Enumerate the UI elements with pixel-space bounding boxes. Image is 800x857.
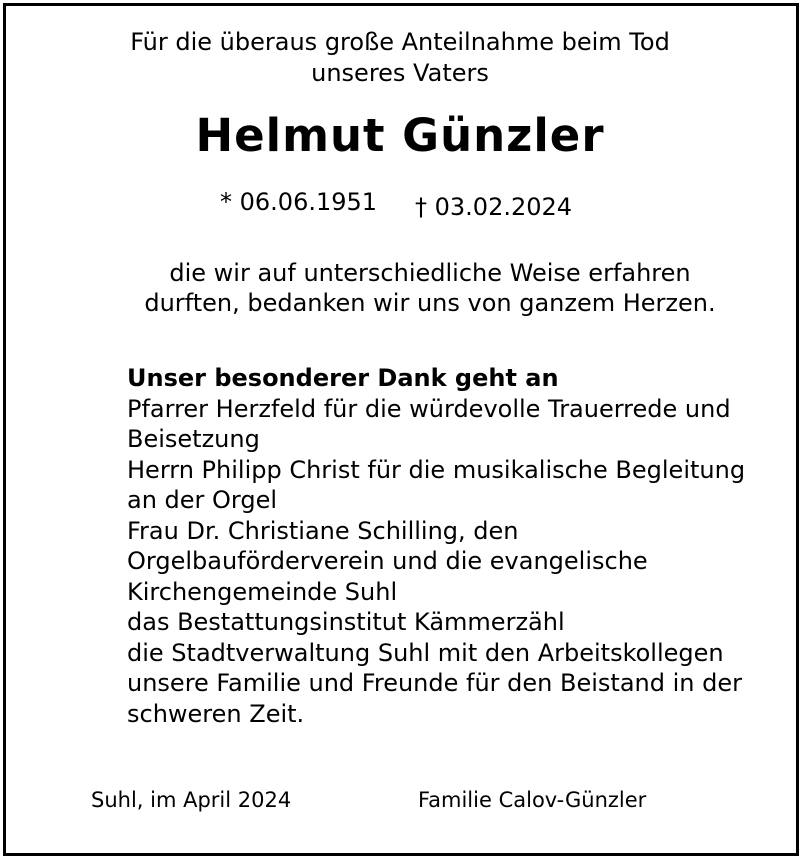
intro-line-2: unseres Vaters — [311, 59, 489, 87]
thanks-line: das Bestattungsinstitut Kämmerzähl — [127, 608, 565, 636]
thanks-block — [127, 363, 745, 729]
intro-line-1: Für die überaus große Anteilnahme beim Tod — [130, 28, 670, 56]
thanks-line: Beisetzung — [127, 425, 260, 453]
thanks-line: Herrn Philipp Christ für die musikalische Begleitung — [127, 455, 746, 484]
deceased-name: Helmut Günzler — [195, 109, 605, 162]
thanks-line: schweren Zeit. — [127, 699, 305, 728]
place-and-date: Suhl, im April 2024 — [91, 788, 292, 812]
thanks-heading: Unser besonderer Dank geht an — [127, 364, 559, 392]
death-date: † 03.02.2024 — [415, 193, 573, 221]
thanks-line: Pfarrer Herzfeld für die würdevolle Trauerrede und — [127, 394, 731, 423]
family-signature: Familie Calov-Günzler — [418, 788, 647, 812]
thanks-line: die Stadtverwaltung Suhl mit den Arbeitskollegen — [127, 638, 724, 667]
thanks-line: Kirchengemeinde Suhl — [127, 577, 398, 606]
thanks-line: unsere Familie und Freunde für den Beistand in der — [127, 669, 742, 697]
thanks-line: Orgelbauförderverein und die evangelische — [127, 547, 648, 575]
message-line-2: durften, bedanken wir uns von ganzem Herzen. — [144, 289, 716, 317]
birth-date: * 06.06.1951 — [220, 188, 378, 216]
thanks-line: Frau Dr. Christiane Schilling, den — [127, 516, 519, 545]
message-line-1: die wir auf unterschiedliche Weise erfahren — [169, 259, 691, 287]
thanks-line: an der Orgel — [127, 486, 278, 514]
